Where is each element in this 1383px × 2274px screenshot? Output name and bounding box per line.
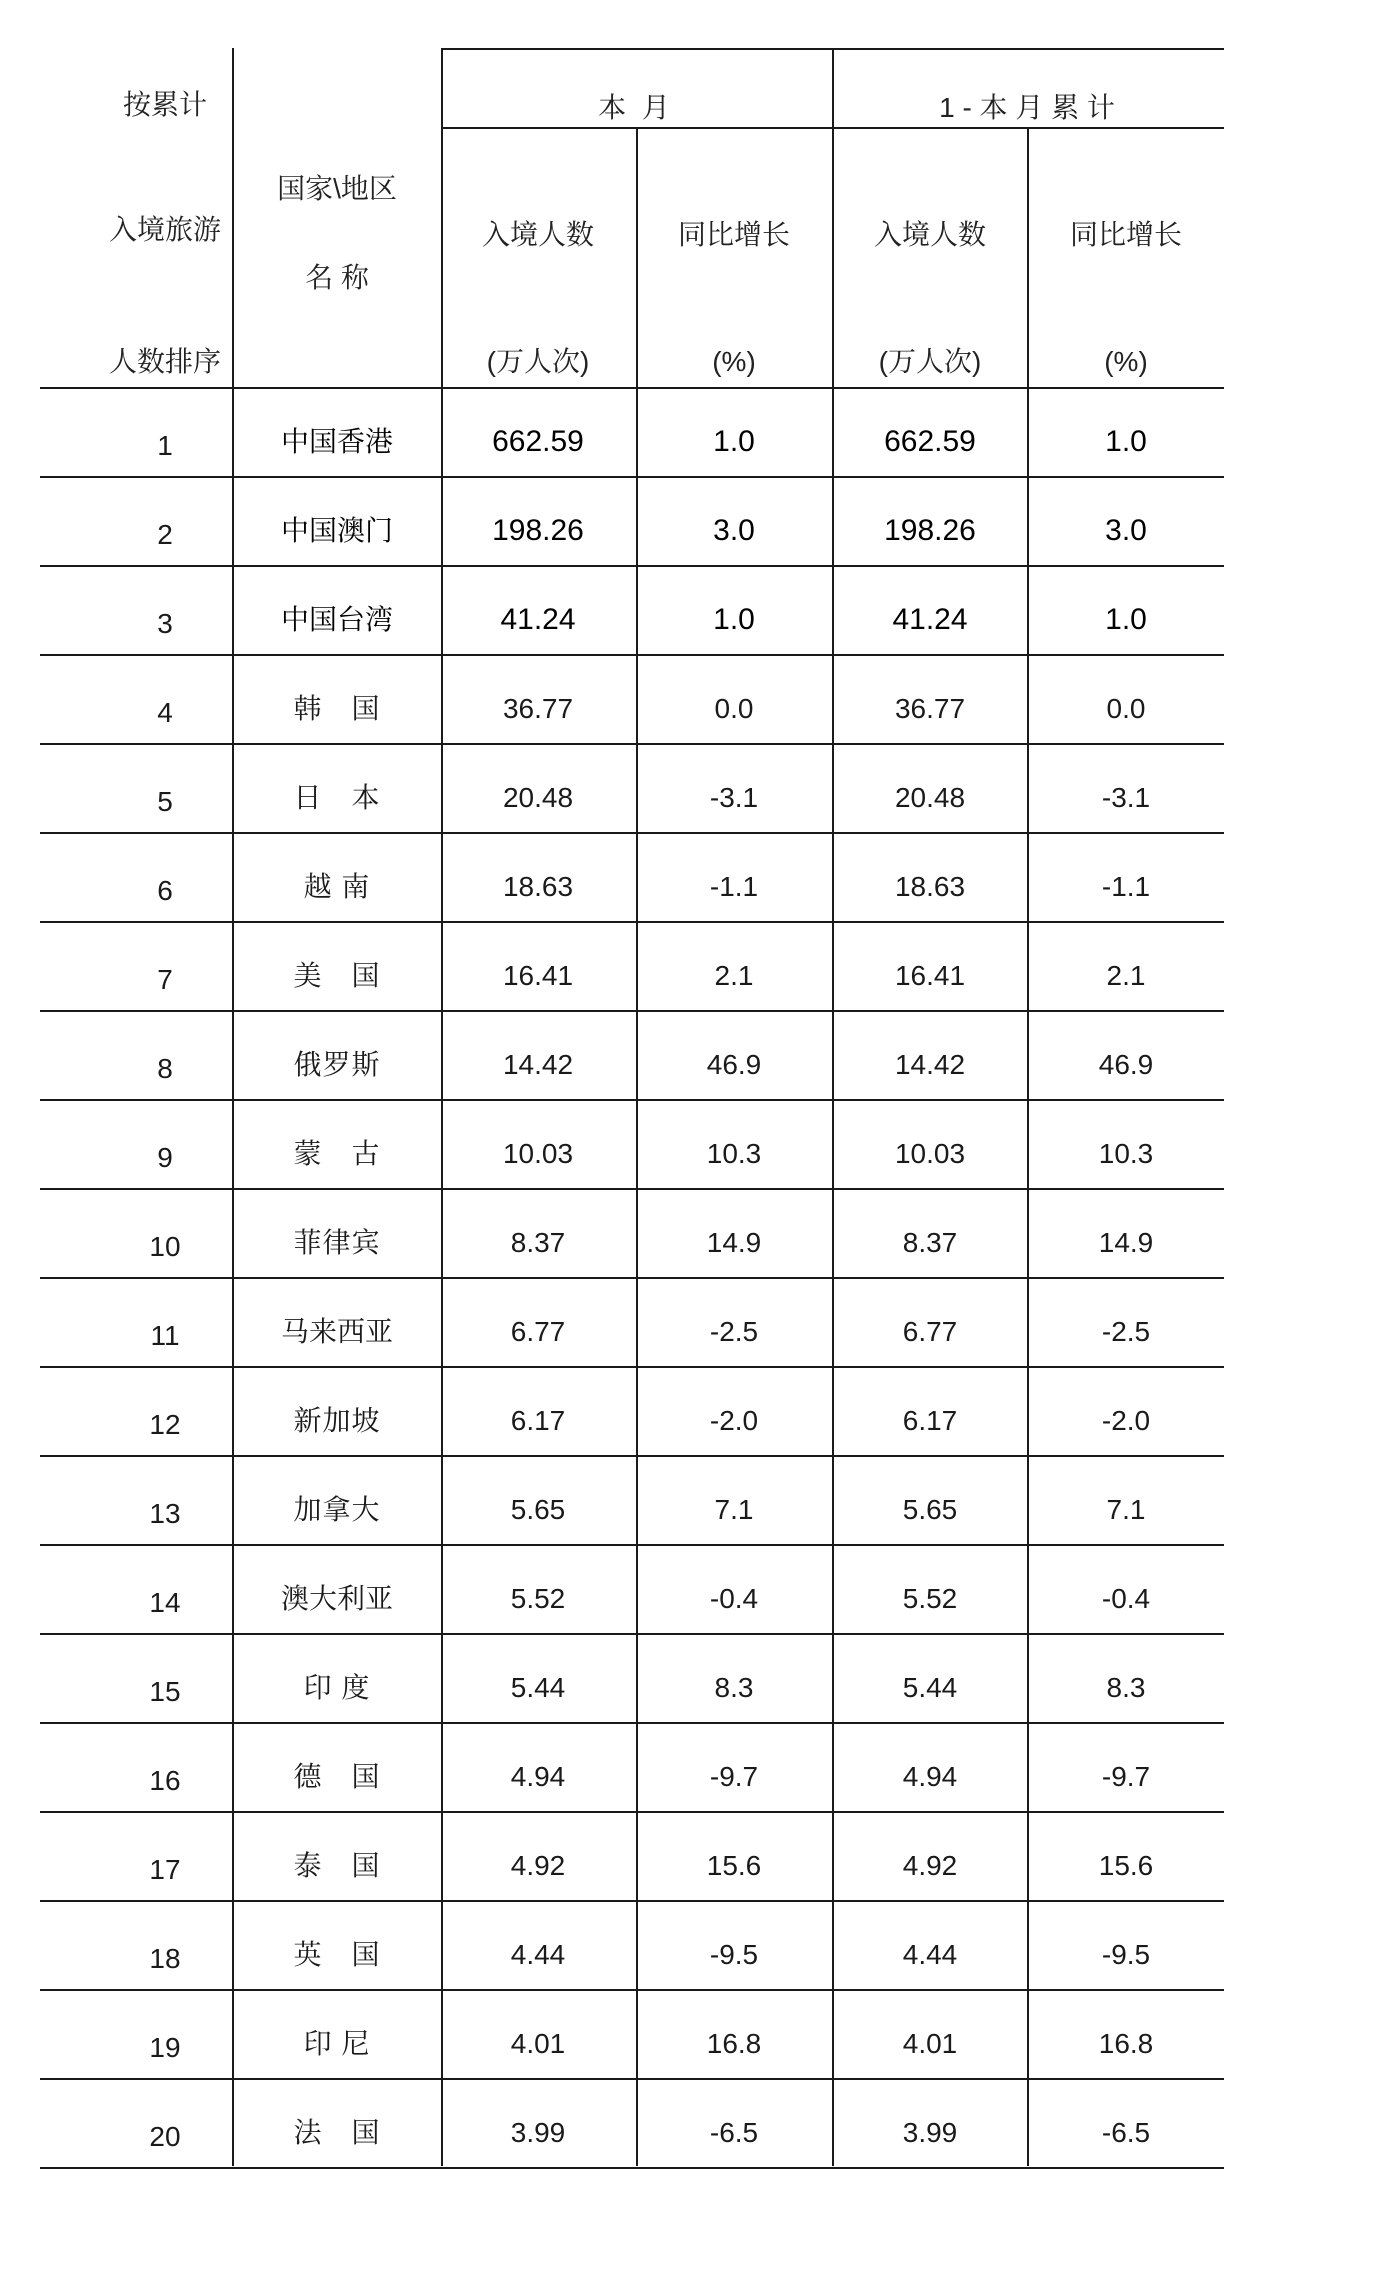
month-growth-cell: 0.0 <box>714 692 754 724</box>
rank-cell: 16 <box>149 1764 181 1796</box>
rank-cell: 7 <box>157 963 173 995</box>
cum-growth-cell: -9.5 <box>1101 1938 1151 1970</box>
month-arrivals-cell: 6.17 <box>510 1404 566 1436</box>
month-arrivals-cell: 10.03 <box>502 1137 574 1169</box>
row-rule <box>40 1989 1224 1991</box>
row-rule <box>40 2078 1224 2080</box>
rank-cell: 13 <box>149 1497 181 1529</box>
cum-growth-cell: -0.4 <box>1101 1582 1151 1614</box>
row-rule <box>40 1277 1224 1279</box>
month-arrivals-cell: 5.44 <box>510 1671 566 1703</box>
cum-arrivals-cell: 4.44 <box>902 1938 958 1970</box>
month-growth-cell: -2.0 <box>709 1404 759 1436</box>
rank-cell: 3 <box>157 607 173 639</box>
month-growth-cell: -9.5 <box>709 1938 759 1970</box>
region-cell: 法 国 <box>293 2116 381 2148</box>
row-rule <box>40 1811 1224 1813</box>
cum-arrivals-cell: 6.77 <box>902 1315 958 1347</box>
header-cum-growth: 同比增长 <box>1069 219 1182 250</box>
cum-arrivals-cell: 3.99 <box>902 2116 958 2148</box>
row-rule <box>40 1900 1224 1902</box>
rank-cell: 18 <box>149 1942 181 1974</box>
rank-cell: 20 <box>149 2120 181 2152</box>
rank-cell: 10 <box>149 1230 181 1262</box>
region-cell: 新加坡 <box>293 1404 381 1436</box>
rank-cell: 9 <box>157 1141 173 1173</box>
month-growth-cell: 1.0 <box>713 602 755 636</box>
month-growth-cell: 15.6 <box>706 1849 762 1881</box>
cum-growth-cell: 0.0 <box>1106 692 1146 724</box>
month-growth-cell: 2.1 <box>714 959 754 991</box>
month-growth-cell: -2.5 <box>709 1315 759 1347</box>
month-arrivals-cell: 6.77 <box>510 1315 566 1347</box>
month-arrivals-cell: 36.77 <box>502 692 574 724</box>
row-rule <box>40 1544 1224 1546</box>
cum-growth-cell: 3.0 <box>1105 513 1147 547</box>
header-rank-line3: 人数排序 <box>108 346 221 377</box>
cum-growth-cell: -2.5 <box>1101 1315 1151 1347</box>
rank-cell: 14 <box>149 1586 181 1618</box>
cum-arrivals-cell: 5.52 <box>902 1582 958 1614</box>
month-arrivals-cell: 4.92 <box>510 1849 566 1881</box>
region-cell: 泰 国 <box>293 1849 381 1881</box>
month-arrivals-cell: 198.26 <box>492 513 584 547</box>
region-cell: 德 国 <box>293 1760 381 1792</box>
region-cell: 加拿大 <box>293 1493 381 1525</box>
month-growth-cell: -9.7 <box>709 1760 759 1792</box>
rank-cell: 17 <box>149 1853 181 1885</box>
row-rule <box>40 1099 1224 1101</box>
header-cum-arrivals: 入境人数 <box>873 219 986 250</box>
header-month-growth: 同比增长 <box>677 219 790 250</box>
region-cell: 澳大利亚 <box>280 1582 393 1614</box>
header-month-growth-unit: (%) <box>712 346 756 377</box>
row-rule <box>40 654 1224 656</box>
header-cum-arrivals-unit: (万人次) <box>878 346 982 377</box>
cum-arrivals-cell: 6.17 <box>902 1404 958 1436</box>
region-cell: 中国澳门 <box>280 514 393 546</box>
month-arrivals-cell: 16.41 <box>502 959 574 991</box>
row-rule <box>40 743 1224 745</box>
month-arrivals-cell: 8.37 <box>510 1226 566 1258</box>
row-rule <box>40 565 1224 567</box>
cum-growth-cell: -3.1 <box>1101 781 1151 813</box>
cum-arrivals-cell: 8.37 <box>902 1226 958 1258</box>
month-arrivals-cell: 20.48 <box>502 781 574 813</box>
month-growth-cell: 3.0 <box>713 513 755 547</box>
header-group-cumulative: 1 - 本 月 累 计 <box>939 92 1115 123</box>
month-growth-cell: 16.8 <box>706 2027 762 2059</box>
month-arrivals-cell: 4.94 <box>510 1760 566 1792</box>
rank-cell: 1 <box>157 429 173 461</box>
cum-growth-cell: 1.0 <box>1105 424 1147 458</box>
cum-growth-cell: -1.1 <box>1101 870 1151 902</box>
row-rule <box>40 921 1224 923</box>
cum-growth-cell: 14.9 <box>1098 1226 1154 1258</box>
rank-cell: 5 <box>157 785 173 817</box>
header-region-line1: 国家\地区 <box>277 173 397 204</box>
region-cell: 俄罗斯 <box>293 1048 381 1080</box>
rank-cell: 6 <box>157 874 173 906</box>
cum-growth-cell: 2.1 <box>1106 959 1146 991</box>
rank-cell: 4 <box>157 696 173 728</box>
month-arrivals-cell: 18.63 <box>502 870 574 902</box>
header-group-month: 本 月 <box>598 92 674 123</box>
cum-arrivals-cell: 36.77 <box>894 692 966 724</box>
region-cell: 蒙 古 <box>293 1137 381 1169</box>
cum-arrivals-cell: 18.63 <box>894 870 966 902</box>
cum-growth-cell: 7.1 <box>1106 1493 1146 1525</box>
cum-growth-cell: -6.5 <box>1101 2116 1151 2148</box>
month-growth-cell: 46.9 <box>706 1048 762 1080</box>
region-cell: 日 本 <box>293 781 381 813</box>
cum-growth-cell: -9.7 <box>1101 1760 1151 1792</box>
cum-arrivals-cell: 10.03 <box>894 1137 966 1169</box>
cum-arrivals-cell: 4.01 <box>902 2027 958 2059</box>
row-rule <box>40 1455 1224 1457</box>
header-rank-line2: 入境旅游 <box>108 214 221 245</box>
rank-cell: 2 <box>157 518 173 550</box>
month-arrivals-cell: 4.44 <box>510 1938 566 1970</box>
cum-arrivals-cell: 662.59 <box>884 424 976 458</box>
rank-cell: 11 <box>150 1319 180 1351</box>
month-arrivals-cell: 5.52 <box>510 1582 566 1614</box>
cum-arrivals-cell: 5.44 <box>902 1671 958 1703</box>
month-arrivals-cell: 14.42 <box>502 1048 574 1080</box>
month-arrivals-cell: 3.99 <box>510 2116 566 2148</box>
row-rule <box>40 1188 1224 1190</box>
cum-arrivals-cell: 16.41 <box>894 959 966 991</box>
rank-cell: 8 <box>157 1052 173 1084</box>
header-bottom-rule <box>40 387 1224 389</box>
region-cell: 英 国 <box>293 1938 381 1970</box>
header-month-arrivals-unit: (万人次) <box>486 346 590 377</box>
cum-growth-cell: 8.3 <box>1106 1671 1146 1703</box>
month-growth-cell: -0.4 <box>709 1582 759 1614</box>
cum-growth-cell: 46.9 <box>1098 1048 1154 1080</box>
row-rule <box>40 1366 1224 1368</box>
cum-arrivals-cell: 4.92 <box>902 1849 958 1881</box>
month-growth-cell: -3.1 <box>709 781 759 813</box>
header-rank-line1: 按累计 <box>122 89 207 120</box>
cum-growth-cell: 16.8 <box>1098 2027 1154 2059</box>
month-growth-cell: 8.3 <box>714 1671 754 1703</box>
region-cell: 中国香港 <box>280 425 393 457</box>
header-cum-growth-unit: (%) <box>1104 346 1148 377</box>
month-growth-cell: 10.3 <box>706 1137 762 1169</box>
region-cell: 印 度 <box>303 1671 371 1703</box>
row-rule <box>40 1633 1224 1635</box>
rank-cell: 15 <box>149 1675 181 1707</box>
cum-growth-cell: -2.0 <box>1101 1404 1151 1436</box>
row-rule <box>40 832 1224 834</box>
cum-growth-cell: 1.0 <box>1105 602 1147 636</box>
cum-arrivals-cell: 4.94 <box>902 1760 958 1792</box>
region-cell: 美 国 <box>293 959 381 991</box>
month-growth-cell: 1.0 <box>713 424 755 458</box>
row-rule <box>40 1722 1224 1724</box>
month-growth-cell: 14.9 <box>706 1226 762 1258</box>
cum-arrivals-cell: 20.48 <box>894 781 966 813</box>
month-arrivals-cell: 662.59 <box>492 424 584 458</box>
month-growth-cell: -6.5 <box>709 2116 759 2148</box>
cum-growth-cell: 10.3 <box>1098 1137 1154 1169</box>
rank-cell: 19 <box>149 2031 181 2063</box>
header-region-line2: 名 称 <box>305 262 369 293</box>
cum-arrivals-cell: 198.26 <box>884 513 976 547</box>
cum-arrivals-cell: 41.24 <box>892 602 968 636</box>
region-cell: 印 尼 <box>303 2027 371 2059</box>
month-arrivals-cell: 41.24 <box>500 602 576 636</box>
region-cell: 韩 国 <box>293 692 381 724</box>
cum-arrivals-cell: 5.65 <box>902 1493 958 1525</box>
region-cell: 中国台湾 <box>280 603 393 635</box>
month-arrivals-cell: 5.65 <box>510 1493 566 1525</box>
row-rule <box>40 476 1224 478</box>
header-month-arrivals: 入境人数 <box>481 219 594 250</box>
cum-arrivals-cell: 14.42 <box>894 1048 966 1080</box>
row-rule <box>40 1010 1224 1012</box>
month-growth-cell: 7.1 <box>714 1493 754 1525</box>
month-arrivals-cell: 4.01 <box>510 2027 566 2059</box>
month-growth-cell: -1.1 <box>709 870 759 902</box>
region-cell: 马来西亚 <box>280 1315 393 1347</box>
region-cell: 菲律宾 <box>293 1226 381 1258</box>
row-rule <box>40 2167 1224 2169</box>
cum-growth-cell: 15.6 <box>1098 1849 1154 1881</box>
rank-cell: 12 <box>149 1408 181 1440</box>
region-cell: 越 南 <box>303 870 371 902</box>
